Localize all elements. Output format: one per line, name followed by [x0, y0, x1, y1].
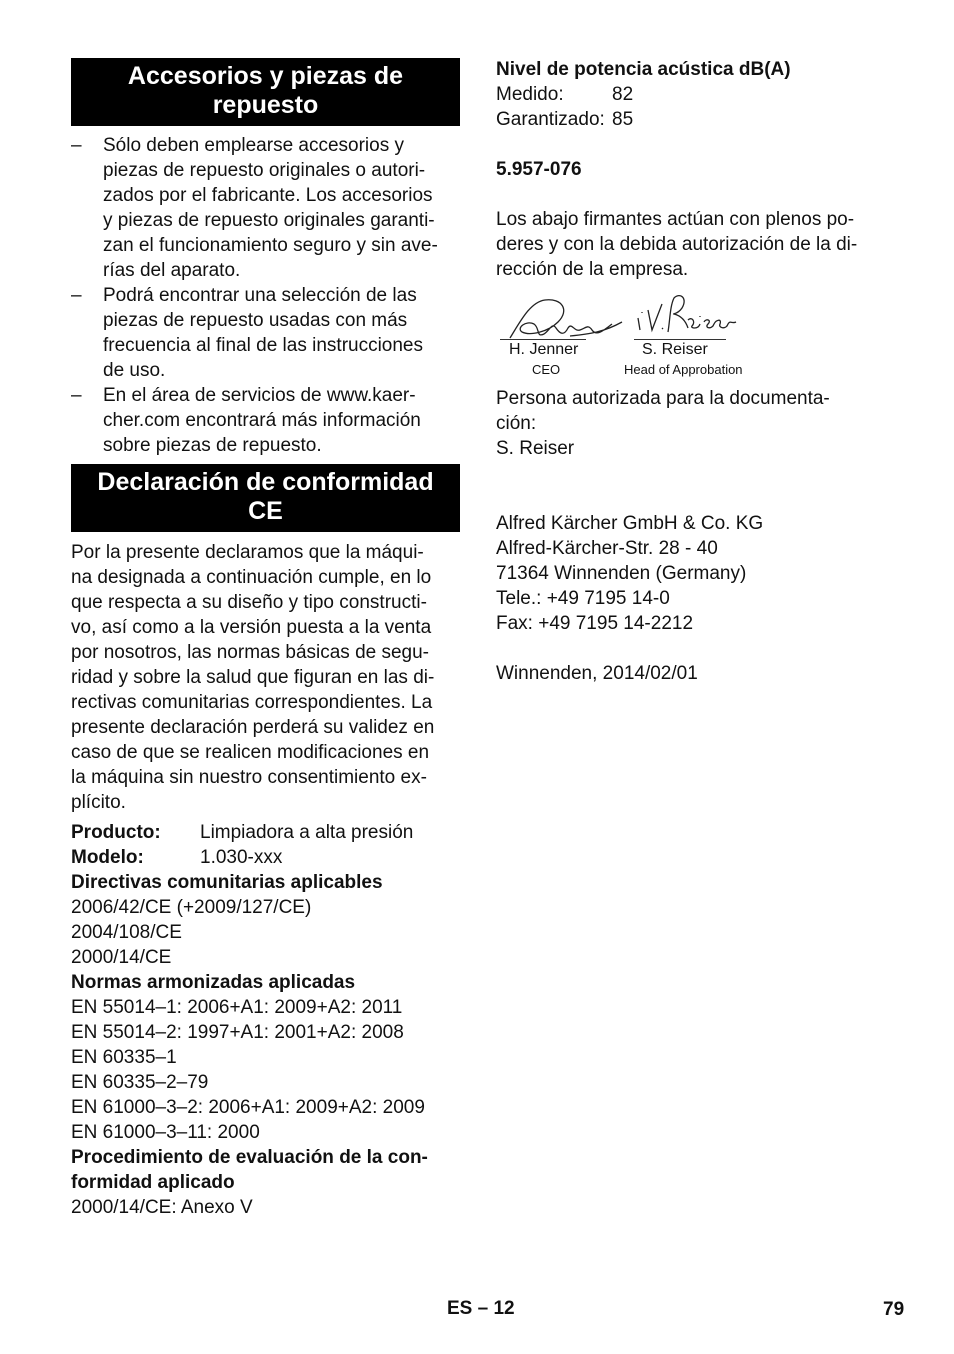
procedure-heading: formidad aplicado	[71, 1172, 235, 1193]
accessories-list	[71, 133, 460, 458]
directive-item: 2000/14/CE	[71, 947, 172, 968]
signer-role: CEO	[532, 362, 561, 377]
page-number: 79	[883, 1299, 905, 1320]
signer-role: Head of Approbation	[624, 362, 743, 377]
guaranteed-row	[496, 107, 891, 132]
norm-item: EN 61000–3–11: 2000	[71, 1122, 260, 1143]
text-line: deres y con la debida autorización de la di-	[496, 234, 858, 255]
directives-heading: Directivas comunitarias aplicables	[71, 872, 383, 893]
text-line: la máquina sin nuestro consentimiento ex-	[71, 767, 427, 788]
model-value: 1.030-xxx	[200, 847, 283, 868]
dash-bullet: –	[71, 135, 82, 156]
address-line: 71364 Winnenden (Germany)	[496, 563, 747, 584]
signature-block	[496, 286, 891, 376]
text-line: rección de la empresa.	[496, 259, 689, 280]
text-line: rías del aparato.	[103, 260, 241, 281]
address-line: Alfred Kärcher GmbH & Co. KG	[496, 513, 764, 534]
guaranteed-value: 85	[612, 109, 634, 130]
directive-item: 2006/42/CE (+2009/127/CE)	[71, 897, 312, 918]
signer-name: S. Reiser	[642, 341, 708, 358]
text-line: plícito.	[71, 792, 126, 813]
text-line: cher.com encontrará más información	[103, 410, 421, 431]
procedure-heading: Procedimiento de evaluación de la con-	[71, 1147, 428, 1168]
text-line: presente declaración perderá su validez en	[71, 717, 435, 738]
text-line: Sólo deben emplearse accesorios y	[103, 135, 405, 156]
right-column	[496, 57, 891, 686]
declaration-paragraph	[71, 540, 460, 815]
procedure-value: 2000/14/CE: Anexo V	[71, 1197, 253, 1218]
text-line: por nosotros, las normas básicas de segu-	[71, 642, 430, 663]
text-line: sobre piezas de repuesto.	[103, 435, 322, 456]
text-line: piezas de repuesto originales o autori-	[103, 160, 426, 181]
text-line: y piezas de repuesto originales garanti-	[103, 210, 435, 231]
signer-name: H. Jenner	[509, 341, 579, 358]
measured-label: Medido:	[496, 84, 564, 105]
measured-value: 82	[612, 84, 634, 105]
list-item	[71, 283, 460, 383]
list-item	[71, 383, 460, 458]
address-line: Tele.: +49 7195 14-0	[496, 588, 670, 609]
text-line: frecuencia al final de las instrucciones	[103, 335, 424, 356]
section-heading-declaration: Declaración de conformidad CE	[71, 464, 460, 532]
left-column	[71, 58, 460, 1220]
norm-item: EN 55014–1: 2006+A1: 2009+A2: 2011	[71, 997, 403, 1018]
text-line: que respecta a su diseño y tipo constructi-	[71, 592, 427, 613]
place-date: Winnenden, 2014/02/01	[496, 663, 698, 684]
product-row	[71, 820, 460, 845]
directive-item: 2004/108/CE	[71, 922, 182, 943]
text-line: S. Reiser	[496, 438, 575, 459]
norm-item: EN 60335–2–79	[71, 1072, 209, 1093]
dash-bullet: –	[71, 285, 82, 306]
text-line: de uso.	[103, 360, 166, 381]
text-line: ción:	[496, 413, 537, 434]
text-line: En el área de servicios de www.kaer-	[103, 385, 416, 406]
product-label: Producto:	[71, 822, 161, 843]
text-line: Podrá encontrar una selección de las	[103, 285, 417, 306]
norm-item: EN 61000–3–2: 2006+A1: 2009+A2: 2009	[71, 1097, 425, 1118]
text-line: Por la presente declaramos que la máqui-	[71, 542, 424, 563]
text-line: piezas de repuesto usadas con más	[103, 310, 408, 331]
text-line: vo, así como a la versión puesta a la venta	[71, 617, 432, 638]
measured-row	[496, 82, 891, 107]
list-item	[71, 133, 460, 283]
model-row	[71, 845, 460, 870]
text-line: rectivas comunitarias correspondientes. La	[71, 692, 433, 713]
norms-heading: Normas armonizadas aplicadas	[71, 972, 356, 993]
text-line: zan el funcionamiento seguro y sin ave-	[103, 235, 438, 256]
product-value: Limpiadora a alta presión	[200, 822, 414, 843]
text-line: caso de que se realicen modificaciones en	[71, 742, 430, 763]
text-line: Los abajo firmantes actúan con plenos po-	[496, 209, 855, 230]
dash-bullet: –	[71, 385, 82, 406]
norm-item: EN 60335–1	[71, 1047, 177, 1068]
part-number: 5.957-076	[496, 159, 582, 180]
model-label: Modelo:	[71, 847, 144, 868]
address-line: Alfred-Kärcher-Str. 28 - 40	[496, 538, 718, 559]
sound-power-heading: Nivel de potencia acústica dB(A)	[496, 59, 791, 80]
section-heading-accessories: Accesorios y piezas de repuesto	[71, 58, 460, 126]
text-line: na designada a continuación cumple, en lo	[71, 567, 432, 588]
guaranteed-label: Garantizado:	[496, 109, 605, 130]
text-line: ridad y sobre la salud que figuran en las di-	[71, 667, 435, 688]
address-line: Fax: +49 7195 14-2212	[496, 613, 694, 634]
text-line: Persona autorizada para la documenta-	[496, 388, 830, 409]
text-line: zados por el fabricante. Los accesorios	[103, 185, 433, 206]
norm-item: EN 55014–2: 1997+A1: 2001+A2: 2008	[71, 1022, 404, 1043]
footer-section-code: ES – 12	[447, 1298, 515, 1319]
handwritten-signature-reiser	[632, 292, 742, 342]
